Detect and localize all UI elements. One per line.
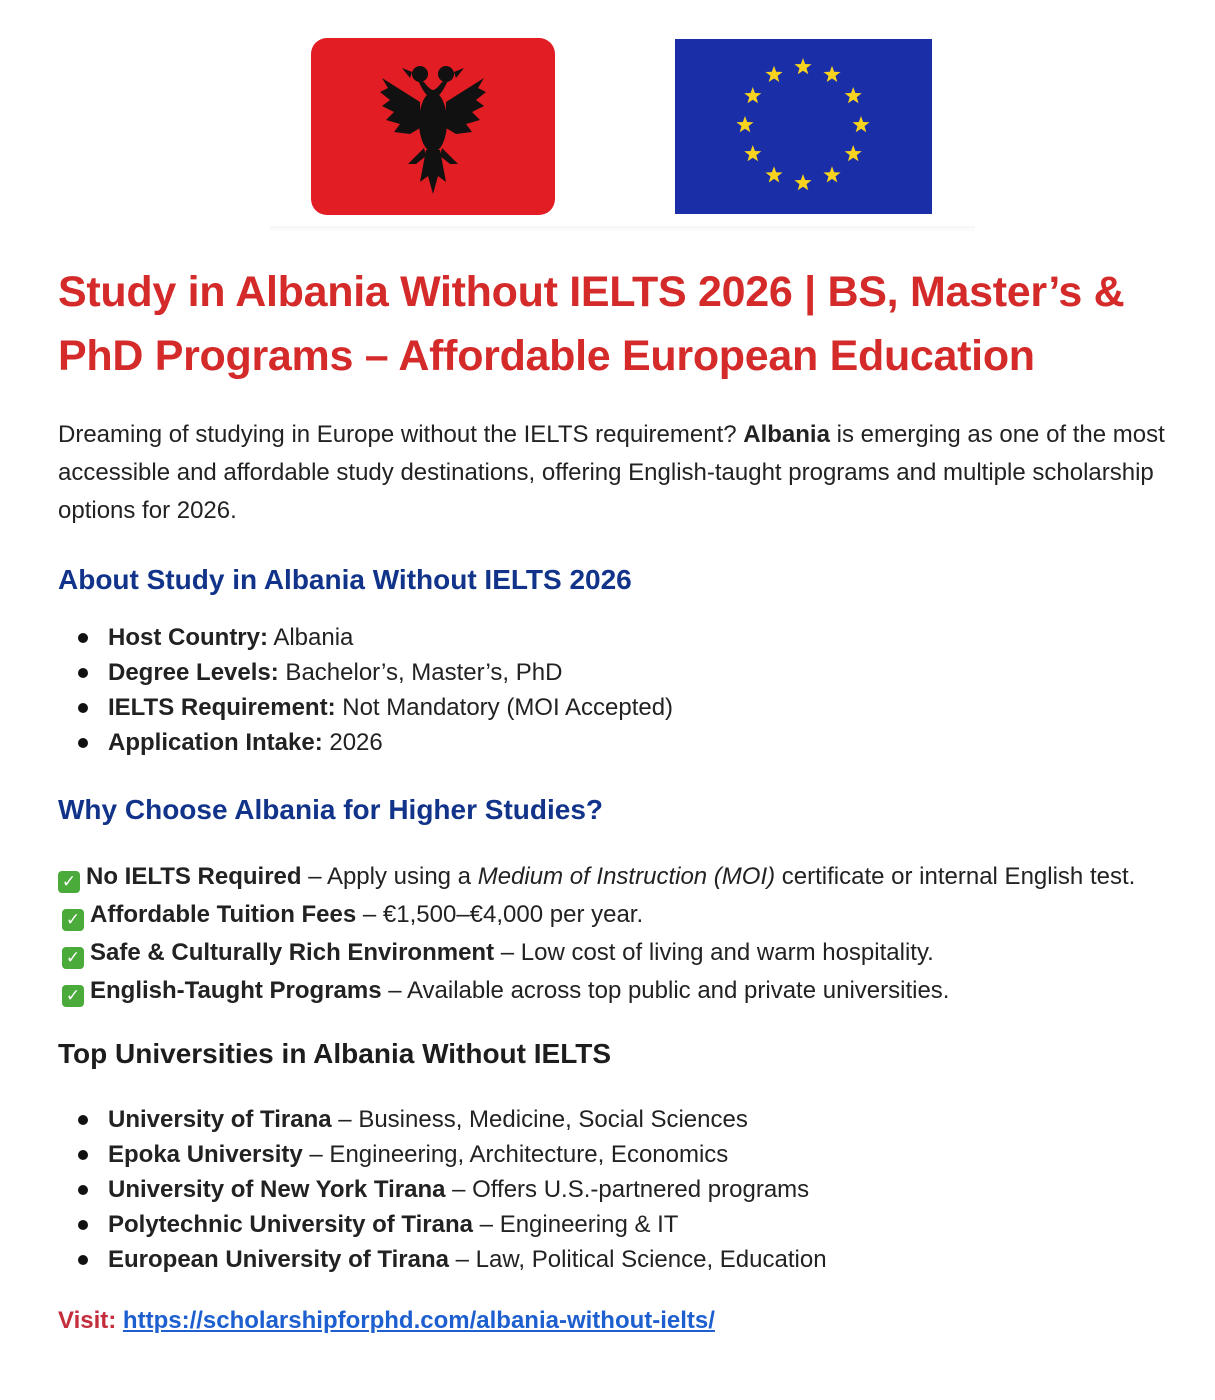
fact-label: IELTS Requirement: (108, 694, 336, 721)
article (58, 260, 1193, 1339)
university-desc: – Law, Political Science, Education (448, 1246, 827, 1273)
bullet-icon (78, 703, 88, 713)
star-icon (744, 145, 761, 161)
list-item (58, 896, 1193, 934)
divider (270, 226, 975, 232)
fact-label: Host Country: (108, 624, 268, 651)
star-icon (765, 166, 782, 182)
universities-list (58, 1102, 1193, 1277)
flags-banner (0, 38, 1215, 218)
eu-flag-icon (675, 39, 932, 214)
bullet-icon (78, 1185, 88, 1195)
albania-flag-icon (311, 38, 555, 215)
check-icon: ✓ (62, 985, 84, 1007)
reason-text: – €1,500–€4,000 per year. (356, 901, 644, 928)
bullet-icon (78, 1255, 88, 1265)
star-icon (794, 174, 811, 190)
visit-link[interactable]: https://scholarshipforphd.com/albania-without-ielts/ (122, 1307, 715, 1334)
fact-value: 2026 (322, 729, 383, 756)
university-desc: – Engineering & IT (473, 1211, 679, 1238)
star-icon (736, 116, 753, 132)
star-icon (794, 58, 811, 74)
reason-text: – Apply using a (301, 863, 478, 890)
why-list (58, 858, 1193, 1010)
university-desc: – Business, Medicine, Social Sciences (331, 1106, 748, 1133)
visit-line (58, 1303, 1193, 1339)
intro-bold: Albania (743, 421, 830, 448)
list-item (58, 690, 1193, 725)
star-icon (845, 145, 862, 161)
bullet-icon (78, 1115, 88, 1125)
double-headed-eagle-icon (378, 52, 488, 202)
list-item (58, 620, 1193, 655)
list-item (58, 1172, 1193, 1207)
visit-label: Visit: (58, 1307, 117, 1334)
reason-title: English-Taught Programs (90, 977, 382, 1004)
bullet-icon (78, 633, 88, 643)
star-icon (823, 66, 840, 82)
list-item (58, 934, 1193, 972)
university-name: European University of Tirana (108, 1246, 449, 1273)
list-item (58, 858, 1193, 896)
reason-title: Affordable Tuition Fees (90, 901, 357, 928)
check-icon: ✓ (58, 871, 80, 893)
list-item (58, 655, 1193, 690)
why-heading: Why Choose Albania for Higher Studies? (58, 794, 604, 825)
star-icon (823, 166, 840, 182)
check-icon: ✓ (62, 909, 84, 931)
list-item (58, 1102, 1193, 1137)
about-list (58, 620, 1193, 760)
bullet-icon (78, 1150, 88, 1160)
star-icon (845, 87, 862, 103)
eu-stars (675, 39, 932, 214)
intro-text-after: is emerging as one of the most accessible and affordable study destinations, offering English-taught programs and multiple scholarship options for 2026. (58, 421, 1165, 524)
reason-text: – Available across top public and private universities. (381, 977, 950, 1004)
university-name: University of Tirana (108, 1106, 332, 1133)
reason-italic: Medium of Instruction (MOI) (477, 863, 776, 890)
list-item (58, 972, 1193, 1010)
university-desc: – Offers U.S.-partnered programs (445, 1176, 810, 1203)
list-item (58, 1137, 1193, 1172)
reason-text: certificate or internal English test. (775, 863, 1136, 890)
intro-text-before: Dreaming of studying in Europe without the IELTS requirement? (58, 421, 744, 448)
list-item (58, 1207, 1193, 1242)
list-item (58, 725, 1193, 760)
university-name: University of New York Tirana (108, 1176, 446, 1203)
bullet-icon (78, 738, 88, 748)
university-name: Polytechnic University of Tirana (108, 1211, 474, 1238)
bullet-icon (78, 668, 88, 678)
list-item (58, 1242, 1193, 1277)
university-name: Epoka University (108, 1141, 303, 1168)
university-desc: – Engineering, Architecture, Economics (302, 1141, 729, 1168)
fact-value: Not Mandatory (MOI Accepted) (335, 694, 674, 721)
fact-value: Bachelor’s, Master’s, PhD (278, 659, 563, 686)
universities-heading: Top Universities in Albania Without IELTS (58, 1038, 612, 1069)
page-title: Study in Albania Without IELTS 2026 | BS, Master’s & PhD Programs – Affordable European Education (58, 268, 1125, 380)
star-icon (765, 66, 782, 82)
reason-text: – Low cost of living and warm hospitality. (494, 939, 934, 966)
intro-paragraph (58, 416, 1193, 530)
fact-label: Degree Levels: (108, 659, 279, 686)
reason-title: Safe & Culturally Rich Environment (90, 939, 495, 966)
star-icon (852, 116, 869, 132)
about-heading: About Study in Albania Without IELTS 2026 (58, 564, 632, 595)
fact-label: Application Intake: (108, 729, 323, 756)
fact-value: Albania (267, 624, 354, 651)
star-icon (744, 87, 761, 103)
bullet-icon (78, 1220, 88, 1230)
reason-title: No IELTS Required (86, 863, 302, 890)
check-icon: ✓ (62, 947, 84, 969)
